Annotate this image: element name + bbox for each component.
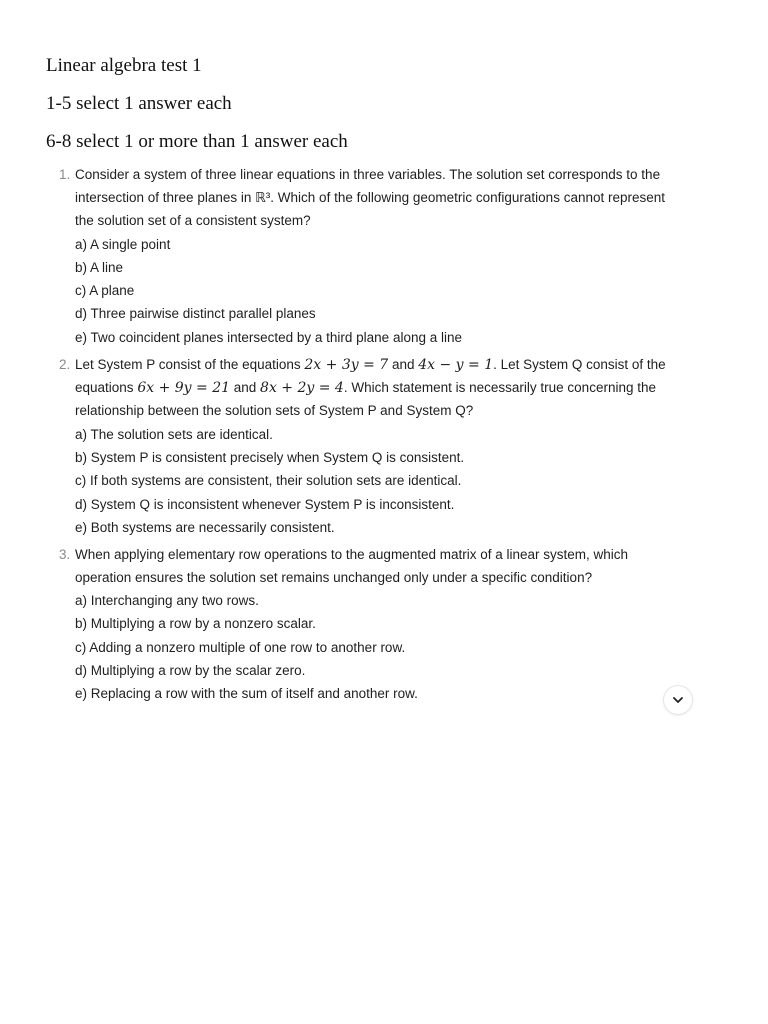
equation: 6x + 9y = 21 bbox=[137, 380, 231, 396]
answer-option: b) A line bbox=[75, 260, 124, 275]
question-text-segment: and bbox=[388, 357, 419, 372]
answer-option: c) Adding a nonzero multiple of one row to another row. bbox=[75, 640, 406, 655]
question-number: 3. bbox=[59, 547, 71, 562]
question-text: intersection of three planes in ℝ³. Which of the following geometric configurations cannot represent bbox=[75, 190, 666, 205]
question-text bbox=[75, 379, 656, 397]
question-text: the solution set of a consistent system? bbox=[75, 213, 311, 228]
answer-option: e) Replacing a row with the sum of itself and another row. bbox=[75, 686, 418, 701]
answer-option: b) Multiplying a row by a nonzero scalar. bbox=[75, 616, 316, 631]
answer-option: a) Interchanging any two rows. bbox=[75, 593, 259, 608]
question-text-segment: and bbox=[230, 380, 261, 395]
question-text: When applying elementary row operations to the augmented matrix of a linear system, which bbox=[75, 547, 629, 562]
question-text-segment: . Which statement is necessarily true concerning the bbox=[343, 380, 656, 395]
equation: 4x − y = 1 bbox=[418, 357, 494, 373]
answer-option: b) System P is consistent precisely when System Q is consistent. bbox=[75, 450, 465, 465]
question-text: Consider a system of three linear equations in three variables. The solution set corresponds to the bbox=[75, 167, 661, 182]
question-text: relationship between the solution sets of System P and System Q? bbox=[75, 403, 474, 418]
answer-option: d) Three pairwise distinct parallel planes bbox=[75, 306, 316, 321]
equation: 8x + 2y = 4 bbox=[260, 380, 344, 396]
question-text-segment: equations bbox=[75, 380, 138, 395]
answer-option: d) System Q is inconsistent whenever System P is inconsistent. bbox=[75, 497, 455, 512]
question-number: 2. bbox=[59, 357, 71, 372]
instruction-single-answer: 1-5 select 1 answer each bbox=[46, 93, 232, 114]
answer-option: c) If both systems are consistent, their solution sets are identical. bbox=[75, 473, 462, 488]
equation: 2x + 3y = 7 bbox=[304, 357, 389, 373]
answer-option: d) Multiplying a row by the scalar zero. bbox=[75, 663, 306, 678]
question-text-segment: . Let System Q consist of the bbox=[493, 357, 666, 372]
scroll-down-button[interactable] bbox=[664, 686, 692, 714]
page-title: Linear algebra test 1 bbox=[46, 55, 202, 76]
chevron-down-icon bbox=[671, 693, 685, 707]
question-text: operation ensures the solution set remains unchanged only under a specific condition? bbox=[75, 570, 593, 585]
question-number: 1. bbox=[59, 167, 71, 182]
answer-option: a) The solution sets are identical. bbox=[75, 427, 273, 442]
instruction-multiple-answer: 6-8 select 1 or more than 1 answer each bbox=[46, 131, 348, 152]
answer-option: a) A single point bbox=[75, 237, 171, 252]
question-text bbox=[75, 356, 666, 374]
question-text-segment: Let System P consist of the equations bbox=[75, 357, 305, 372]
answer-option: c) A plane bbox=[75, 283, 135, 298]
answer-option: e) Two coincident planes intersected by a third plane along a line bbox=[75, 330, 462, 345]
answer-option: e) Both systems are necessarily consistent. bbox=[75, 520, 335, 535]
